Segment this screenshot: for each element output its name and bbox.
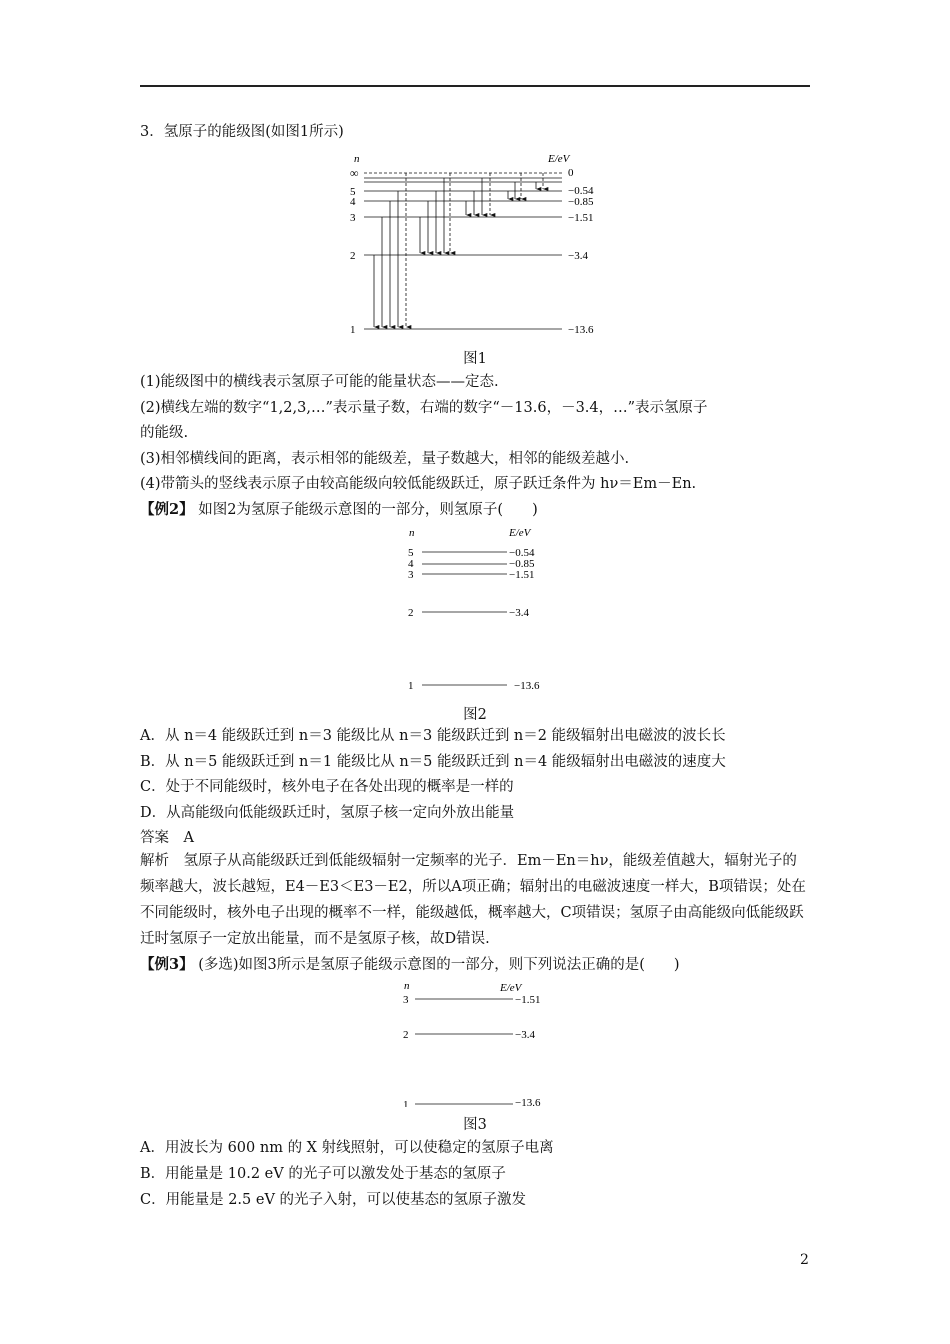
fig2-n-1: 1 — [408, 680, 414, 692]
fig1-E-5: −0.54 — [568, 185, 594, 197]
example2-option-c: C．处于不同能级时，核外电子在各处出现的概率是一样的 — [140, 779, 514, 795]
fig3-axis-n: n — [404, 980, 410, 992]
example3-label: 【例3】 — [140, 956, 194, 973]
figure-2-caption: 图2 — [463, 707, 487, 723]
fig1-n-3: 3 — [350, 212, 356, 224]
figure-1-caption: 图1 — [463, 351, 487, 367]
fig1-E-inf: 0 — [568, 167, 574, 179]
example3-option-c: C．用能量是 2.5 eV 的光子入射，可以使基态的氢原子激发 — [140, 1192, 527, 1208]
fig1-E-1: −13.6 — [568, 324, 594, 336]
fig3-n-2: 2 — [403, 1029, 409, 1041]
fig1-E-3: −1.51 — [568, 212, 594, 224]
example3-stem — [140, 955, 820, 975]
header-rule — [140, 85, 810, 87]
point-4: (4)带箭头的竖线表示原子由较高能级向较低能级跃迁，原子跃迁条件为 hν＝Em－En. — [140, 476, 697, 492]
point-1: (1)能级图中的横线表示氢原子可能的能量状态——定态. — [140, 374, 499, 390]
figure-1-energy-levels — [340, 148, 620, 343]
example3-question: (多选)如图3所示是氢原子能级示意图的一部分，则下列说法正确的是( ) — [193, 957, 680, 973]
example2-label: 【例2】 — [140, 501, 194, 518]
fig1-E-4: −0.85 — [568, 196, 594, 208]
point-2: (2)横线左端的数字“1,2,3,…”表示量子数，右端的数字“－13.6，－3.4，…”表示氢原子 — [140, 400, 708, 416]
fig2-axis-n: n — [409, 527, 415, 539]
example2-answer: 答案 A — [140, 830, 194, 846]
fig2-E-3: −1.51 — [509, 569, 535, 581]
page-number: 2 — [800, 1252, 809, 1268]
figure-3-caption: 图3 — [463, 1117, 487, 1133]
fig2-n-4: 4 — [408, 558, 414, 570]
figure-3-energy-levels — [390, 977, 570, 1107]
example2-question: 如图2为氢原子能级示意图的一部分，则氢原子( ) — [193, 502, 538, 518]
fig1-axis-E: E/eV — [548, 153, 570, 165]
point-2-cont: 的能级. — [140, 425, 189, 441]
fig2-E-4: −0.85 — [509, 558, 535, 570]
fig1-n-4: 4 — [350, 196, 356, 208]
fig3-n-3: 3 — [403, 994, 409, 1006]
example2-analysis: 解析 氢原子从高能级跃迁到低能级辐射一定频率的光子．Em－En＝hν，能级差值越大，辐射光子的频率越大，波长越短，E4－E3＜E3－E2，所以A项正确；辐射出的电磁波速度一样大，B项错误；处在不同能级时，核外电子出现的概率不一样，能级越低，概率越大，C项错误；氢原子由高能级向低能级跃迁时氢原子一定放出能量，而不是氢原子核，故D错误. — [140, 853, 806, 947]
fig3-E-1: −13.6 — [515, 1097, 541, 1107]
example2-stem — [140, 500, 820, 520]
section3-heading: 3．氢原子的能级图(如图1所示) — [140, 124, 344, 140]
fig2-axis-E: E/eV — [509, 527, 531, 539]
fig3-E-2: −3.4 — [515, 1029, 535, 1041]
fig2-n-5: 5 — [408, 547, 414, 559]
fig1-n-5: 5 — [350, 186, 356, 198]
fig2-E-1: −13.6 — [514, 680, 540, 692]
fig3-axis-E: E/eV — [500, 982, 522, 994]
example2-option-a: A．从 n＝4 能级跃迁到 n＝3 能级比从 n＝3 能级跃迁到 n＝2 能级辐射出电磁波的波长长 — [140, 728, 726, 744]
fig1-n-1: 1 — [350, 324, 356, 336]
example3-option-a: A．用波长为 600 nm 的 X 射线照射，可以使稳定的氢原子电离 — [140, 1140, 554, 1156]
fig1-E-2: −3.4 — [568, 250, 588, 262]
fig2-n-2: 2 — [408, 607, 414, 619]
example3-option-b: B．用能量是 10.2 eV 的光子可以激发处于基态的氢原子 — [140, 1166, 506, 1182]
fig2-E-2: −3.4 — [509, 607, 529, 619]
example2-option-d: D．从高能级向低能级跃迁时，氢原子核一定向外放出能量 — [140, 805, 515, 821]
fig3-n-1: 1 — [403, 1099, 409, 1107]
fig1-axis-n: n — [354, 153, 360, 165]
fig1-n-2: 2 — [350, 250, 356, 262]
point-3: (3)相邻横线间的距离，表示相邻的能级差，量子数越大，相邻的能级差越小. — [140, 451, 630, 467]
fig2-E-5: −0.54 — [509, 547, 535, 559]
example2-option-b: B．从 n＝5 能级跃迁到 n＝1 能级比从 n＝5 能级跃迁到 n＝4 能级辐射出电磁波的速度大 — [140, 754, 726, 770]
fig2-n-3: 3 — [408, 569, 414, 581]
fig3-E-3: −1.51 — [515, 994, 541, 1006]
fig1-n-inf: ∞ — [350, 166, 359, 180]
figure-2-energy-levels — [395, 522, 565, 697]
